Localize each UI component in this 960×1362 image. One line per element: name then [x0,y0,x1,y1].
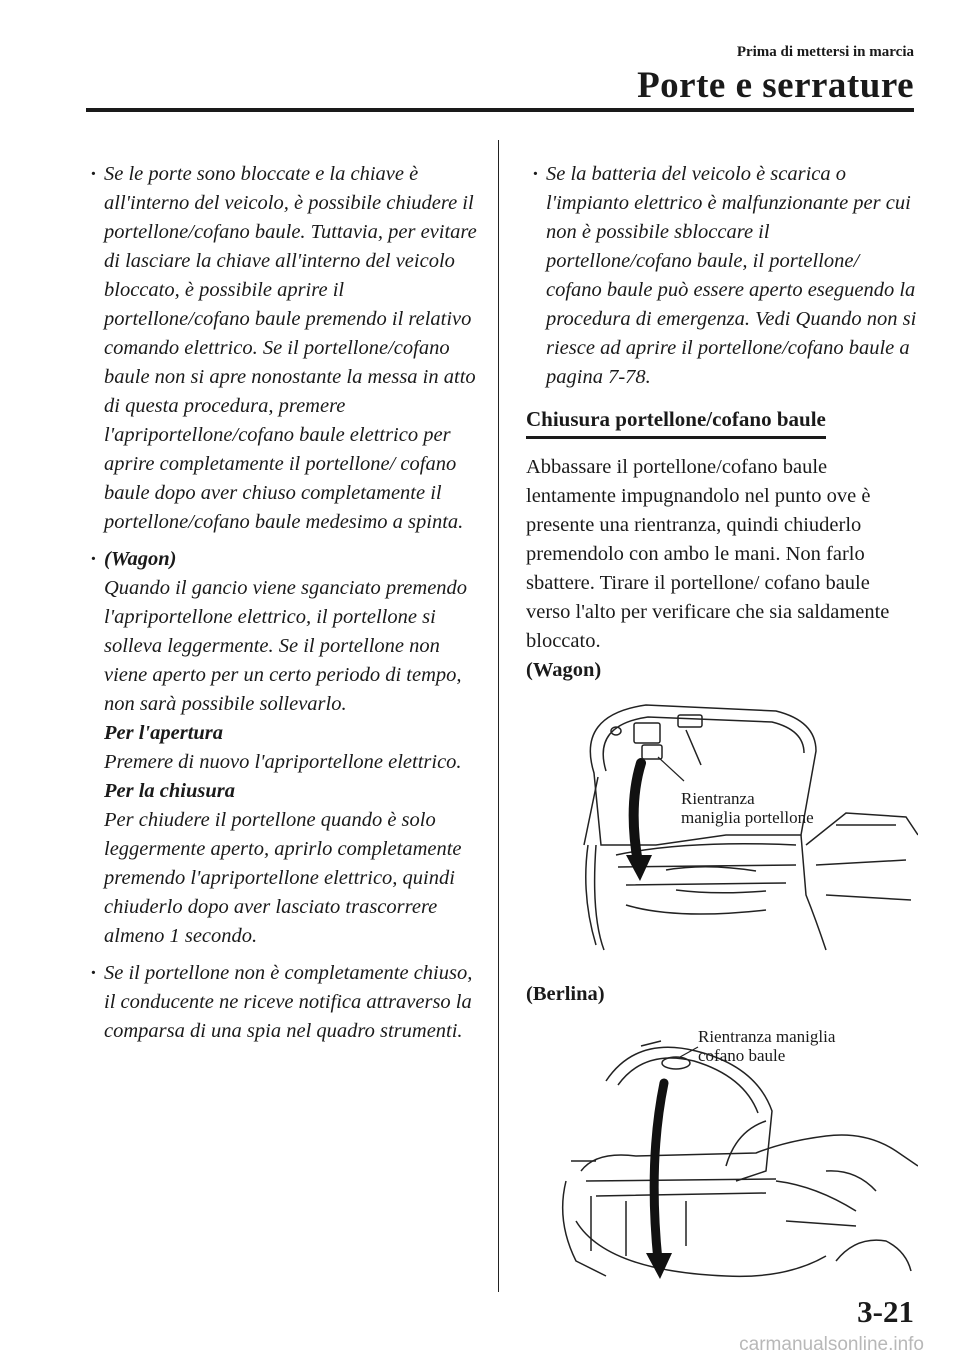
note-liftgate-warning [84,959,484,1046]
sedan-callout-line-2: cofano baule [698,1046,786,1065]
wagon-callout-line-1: Rientranza [681,789,755,808]
note-keys-inside [84,160,484,537]
header-rule [86,108,914,112]
page-title: Porte e serrature [637,65,914,106]
closing-subheading: Per la chiusura [104,780,235,802]
figure-label-sedan: (Berlina) [526,983,605,1005]
closing-instructions: Abbassare il portellone/cofano baule lentamente impugnandolo nel punto ove è presente una rientranza, quindi chiuderlo premendolo con ambo le mani. Non farlo sbattere. Tirare il portellone/ cofano baule verso l'alto per verificare che sia saldamente bloccato. [526,456,890,652]
note-liftgate-warning-text: Se il portellone non è completamente chiuso, il conducente ne riceve notifica attraverso la comparsa di una spia nel quadro strumenti. [104,962,473,1042]
page-number: 3-21 [857,1294,914,1329]
wagon-liftgate-figure [526,695,918,960]
watermark: carmanualsonline.info [739,1334,924,1355]
note-battery-dead-text: Se la batteria del veicolo è scarica o l'impianto elettrico è malfunzionante per cui non è possibile sbloccare il portellone/cofano baule, il portellone/ cofano baule può essere aperto eseguendo la procedura di emergenza. Vedi Quando non si riesce ad aprire il portellone/cofano baule a pagina 7-78. [546,163,917,388]
figure-label-wagon: (Wagon) [526,659,602,681]
column-divider [498,140,499,1292]
note-wagon-release [84,545,484,951]
opening-subheading: Per l'apertura [104,722,224,744]
sedan-trunk-figure [526,1021,918,1291]
sedan-callout-line-1: Rientranza maniglia [698,1027,836,1046]
wagon-label: · (Wagon) [104,548,177,570]
left-column [84,160,484,1046]
opening-text: Premere di nuovo l'apriportellone elettrico. [104,751,462,773]
section-heading-closing: Chiusura portellone/cofano baule [526,405,826,439]
closing-text: Per chiudere il portellone quando è solo leggermente aperto, aprirlo completamente premendo l'apriportellone elettrico, quindi chiuderlo dopo aver lasciato trascorrere almeno 1 secondo. [104,809,462,947]
wagon-callout-line-2: maniglia portellone [681,808,814,827]
header-section-title: Prima di mettersi in marcia [736,44,914,60]
wagon-release-text: Quando il gancio viene sganciato premendo l'apriportellone elettrico, il portellone si solleva leggermente. Se il portellone non viene aperto per un certo periodo di tempo, non sarà possibile sollevarlo. [104,577,468,715]
right-column [526,160,918,1291]
note-battery-dead [526,160,918,392]
note-keys-inside-text: Se le porte sono bloccate e la chiave è all'interno del veicolo, è possibile chiudere il portellone/cofano baule. Tuttavia, per evitare di lasciare la chiave all'interno del veicolo bloccato, è possibile aprire il portellone/cofano baule premendo il relativo comando elettrico. Se il portellone/cofano baule non si apre nonostante la messa in atto di questa procedura, premere l'apriportellone/cofano baule elettrico per aprire completamente il portellone/ cofano baule dopo aver chiuso completamente il portellone/cofano baule medesimo a spinta. [104,163,477,533]
